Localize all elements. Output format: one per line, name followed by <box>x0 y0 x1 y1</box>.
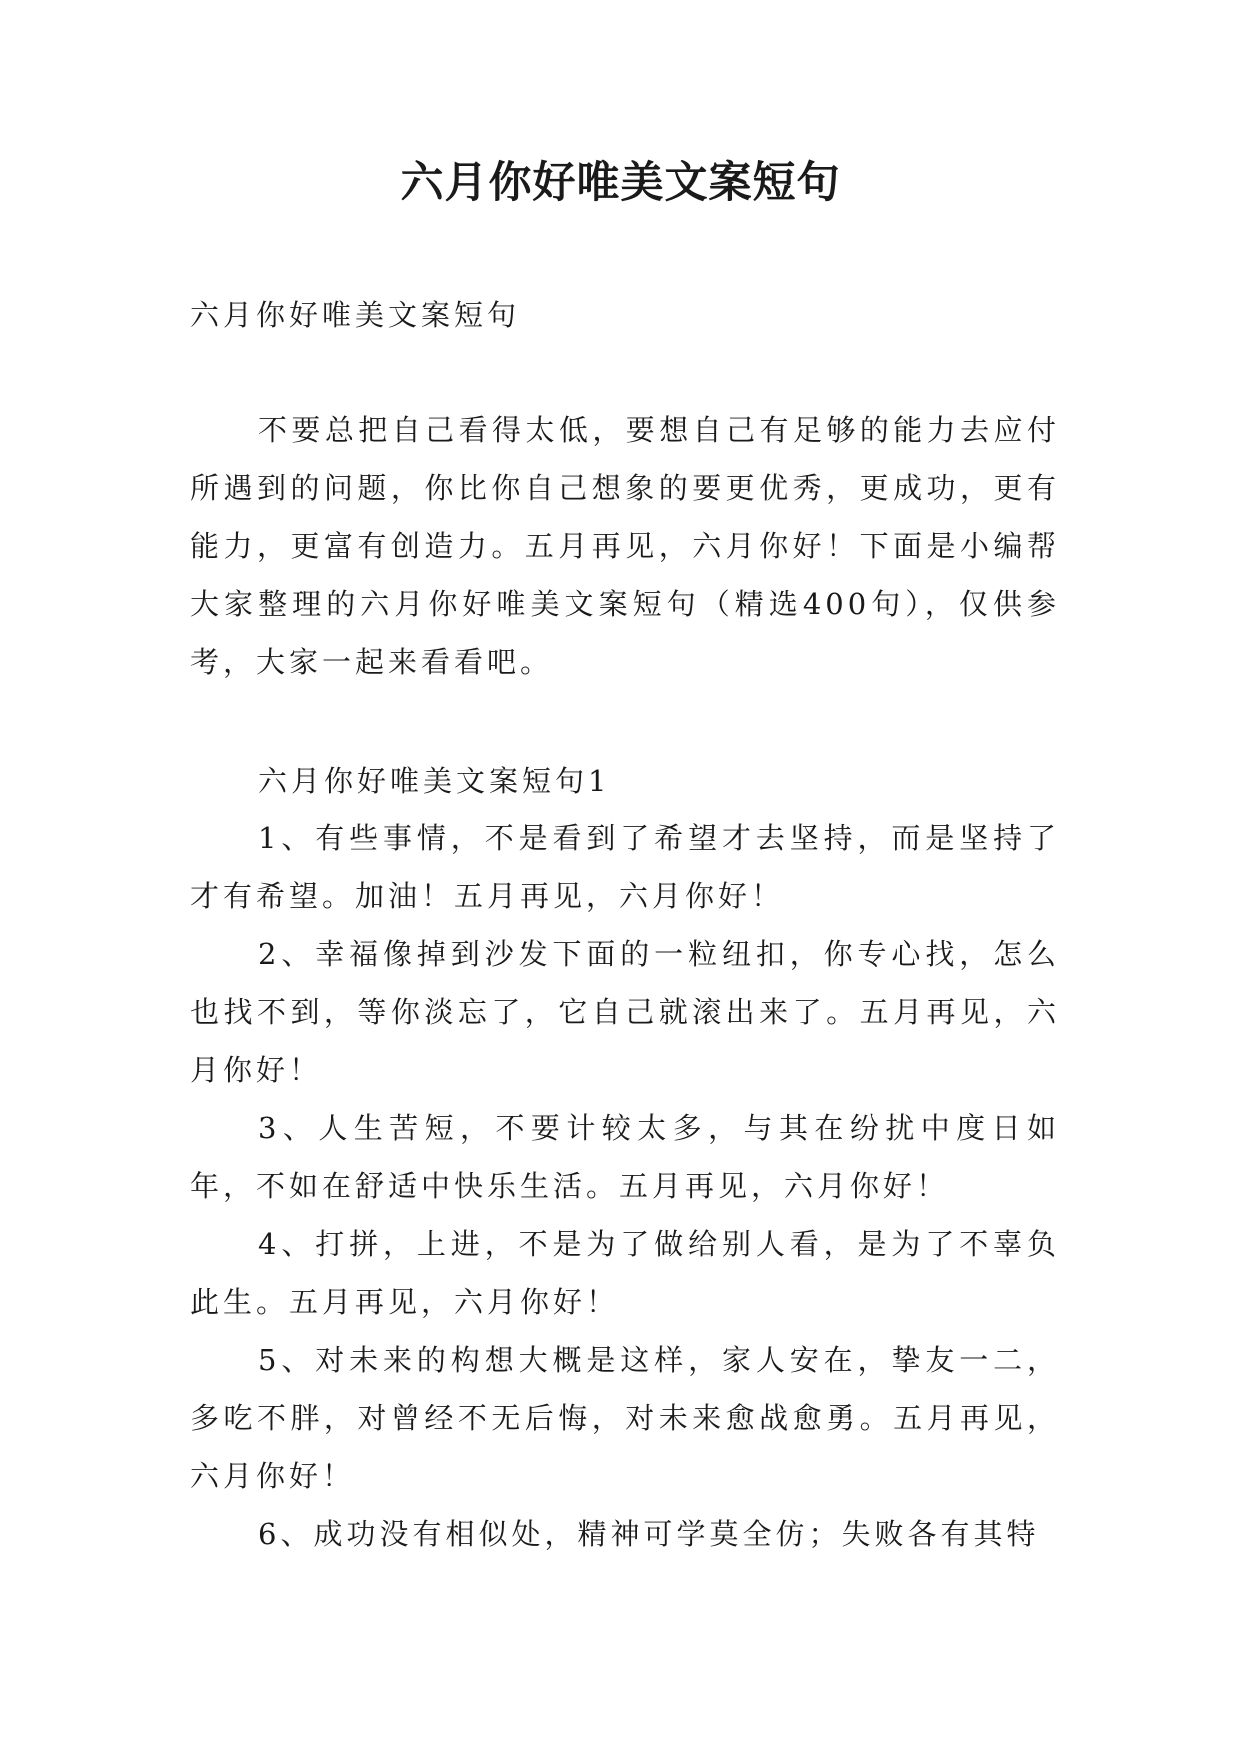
quote-list <box>190 809 1060 1563</box>
document-title: 六月你好唯美文案短句 <box>400 158 841 208</box>
intro-paragraph: 不要总把自己看得太低，要想自己有足够的能力去应付所遇到的问题，你比你自己想象的要更优秀，更成功，更有能力，更富有创造力。五月再见，六月你好！下面是小编帮大家整理的六月你好唯美文案短句（精选400句），仅供参考，大家一起来看看吧。 <box>190 413 1060 679</box>
list-item: 3、人生苦短，不要计较太多，与其在纷扰中度日如年，不如在舒适中快乐生活。五月再见，六月你好！ <box>190 1111 1060 1203</box>
section-heading: 六月你好唯美文案短句1 <box>258 764 611 798</box>
list-item: 5、对未来的构想大概是这样，家人安在，挚友一二，多吃不胖，对曾经不无后悔，对未来愈战愈勇。五月再见，六月你好！ <box>190 1343 1060 1493</box>
list-item: 6、成功没有相似处，精神可学莫全仿；失败各有其特 <box>258 1517 1040 1551</box>
list-item: 1、有些事情，不是看到了希望才去坚持，而是坚持了才有希望。加油！五月再见，六月你好！ <box>190 821 1060 913</box>
document-subtitle: 六月你好唯美文案短句 <box>190 298 521 332</box>
list-item: 2、幸福像掉到沙发下面的一粒纽扣，你专心找，怎么也找不到，等你淡忘了，它自己就滚出来了。五月再见，六月你好！ <box>190 937 1060 1087</box>
list-item: 4、打拼，上进，不是为了做给别人看，是为了不辜负此生。五月再见，六月你好！ <box>190 1227 1060 1319</box>
